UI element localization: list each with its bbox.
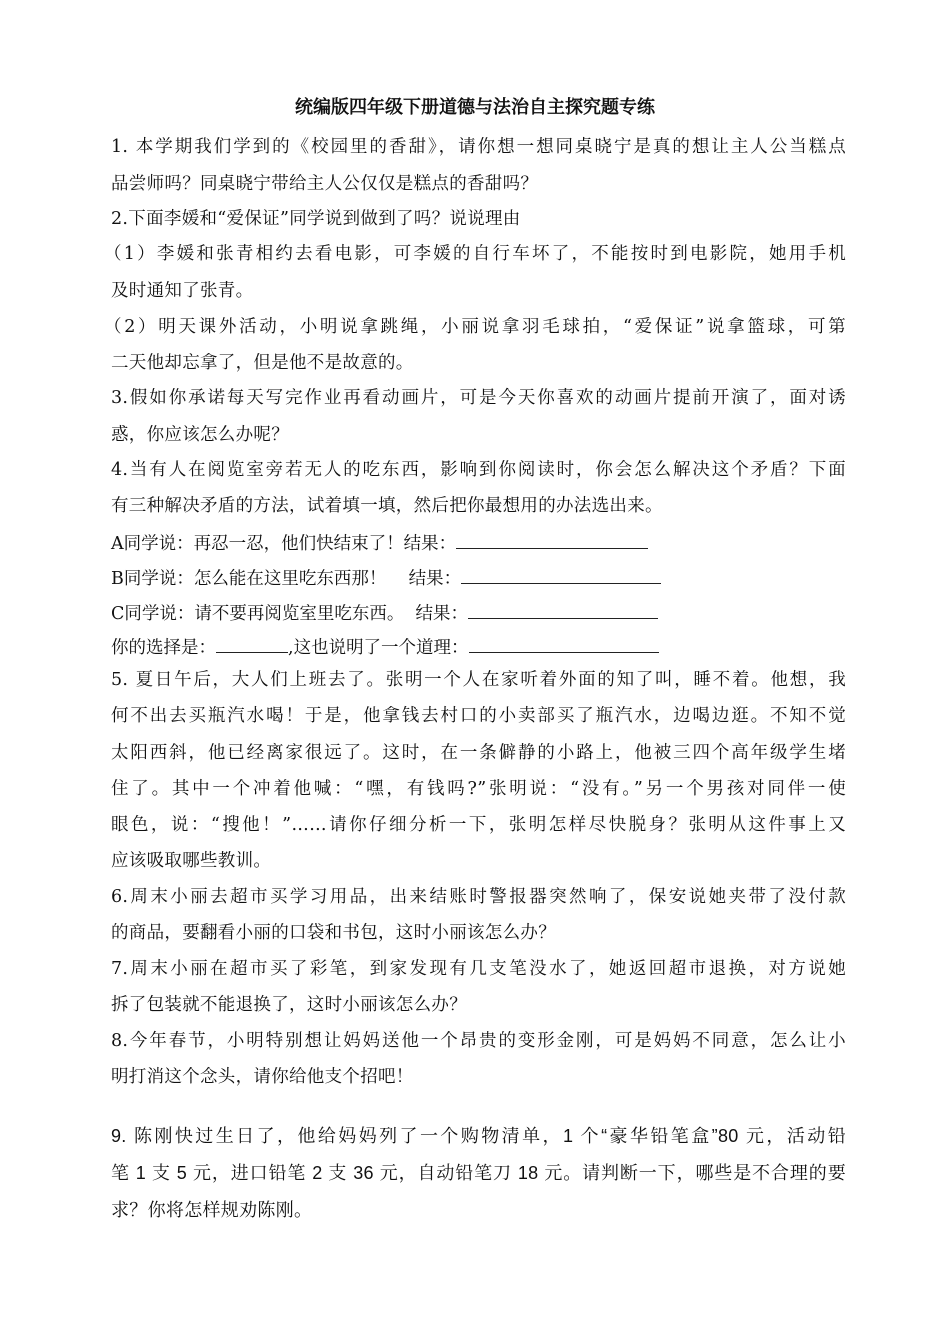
- question-5-line-5: 眼色，说：“搜他！”……请你仔细分析一下，张明怎样尽快脱身？张明从这件事上又: [111, 815, 846, 835]
- question-2-line-2: （1）李媛和张青相约去看电影，可李媛的自行车坏了，不能按时到电影院，她用手机: [104, 244, 846, 264]
- question-9-line-3: 求？你将怎样规劝陈刚。: [111, 1200, 313, 1220]
- question-3-line-1: 3.假如你承诺每天写完作业再看动画片，可是今天你喜欢的动画片提前开演了，面对诱: [111, 388, 846, 408]
- choice-prefix: 你的选择是：: [111, 638, 216, 658]
- option-a-result-blank[interactable]: [456, 530, 648, 549]
- question-5-line-2: 何不出去买瓶汽水喝！于是，他拿钱去村口的小卖部买了瓶汽水，边喝边逛。不知不觉: [111, 706, 846, 726]
- question-2-line-4: （2）明天课外活动，小明说拿跳绳，小丽说拿羽毛球拍，“爱保证”说拿篮球，可第: [104, 317, 846, 337]
- question-5-line-3: 太阳西斜，他已经离家很远了。这时，在一条僻静的小路上，他被三四个高年级学生堵: [111, 743, 846, 763]
- question-6-line-2: 的商品，要翻看小丽的口袋和书包，这时小丽该怎么办？: [111, 923, 556, 943]
- page-title: 统编版四年级下册道德与法治自主探究题专练: [295, 97, 655, 118]
- question-8-line-1: 8.今年春节，小明特别想让妈妈送他一个昂贵的变形金刚，可是妈妈不同意，怎么让小: [111, 1031, 846, 1051]
- choice-blank[interactable]: [216, 634, 288, 653]
- option-a: [111, 530, 846, 556]
- choice-middle: ,这也说明了一个道理：: [288, 638, 469, 658]
- choice-line: [111, 634, 846, 660]
- question-4-line-1: 4.当有人在阅览室旁若无人的吃东西，影响到你阅读时，你会怎么解决这个矛盾？下面: [111, 460, 846, 480]
- question-3-line-2: 惑，你应该怎么办呢？: [111, 425, 289, 445]
- question-7-line-1: 7.周末小丽在超市买了彩笔，到家发现有几支笔没水了，她返回超市退换，对方说她: [111, 959, 846, 979]
- question-5-line-4: 住了。其中一个冲着他喊：“嘿，有钱吗?”张明说：“没有。”另一个男孩对同伴一使: [111, 779, 846, 799]
- option-b-text: B同学说：怎么能在这里吃东西那！ 结果：: [111, 569, 462, 589]
- option-b: [111, 565, 846, 591]
- question-1-line-1: 1. 本学期我们学到的《校园里的香甜》，请你想一想同桌晓宁是真的想让主人公当糕点: [111, 137, 846, 157]
- question-7-line-2: 拆了包装就不能退换了，这时小丽该怎么办？: [111, 995, 467, 1015]
- question-2-line-3: 及时通知了张青。: [111, 281, 254, 301]
- question-9-line-1: 9. 陈刚快过生日了，他给妈妈列了一个购物清单，1 个“豪华铅笔盒”80 元，活动铅: [111, 1126, 846, 1146]
- question-6-line-1: 6.周末小丽去超市买学习用品，出来结账时警报器突然响了，保安说她夹带了没付款: [111, 887, 846, 907]
- option-c: [111, 600, 846, 626]
- question-8-line-2: 明打消这个念头，请你给他支个招吧！: [111, 1067, 414, 1087]
- question-5-line-6: 应该吸取哪些教训。: [111, 851, 272, 871]
- question-4-line-2: 有三种解决矛盾的方法，试着填一填，然后把你最想用的办法选出来。: [111, 496, 663, 516]
- option-b-result-blank[interactable]: [461, 565, 661, 584]
- question-9-line-2: 笔 1 支 5 元，进口铅笔 2 支 36 元，自动铅笔刀 18 元。请判断一下，哪些是不合理的要: [111, 1163, 846, 1183]
- option-c-result-blank[interactable]: [468, 600, 658, 619]
- question-2-line-5: 二天他却忘拿了，但是他不是故意的。: [111, 353, 414, 373]
- reason-blank[interactable]: [469, 634, 659, 653]
- option-c-text: C同学说：请不要再阅览室里吃东西。 结果：: [111, 604, 469, 624]
- question-2-line-1: 2.下面李媛和“爱保证”同学说到做到了吗？说说理由: [111, 209, 521, 229]
- option-a-text: A同学说：再忍一忍，他们快结束了！结果：: [111, 534, 457, 554]
- question-5-line-1: 5. 夏日午后，大人们上班去了。张明一个人在家听着外面的知了叫，睡不着。他想，我: [111, 670, 846, 690]
- question-1-line-2: 品尝师吗？同桌晓宁带给主人公仅仅是糕点的香甜吗？: [111, 174, 539, 194]
